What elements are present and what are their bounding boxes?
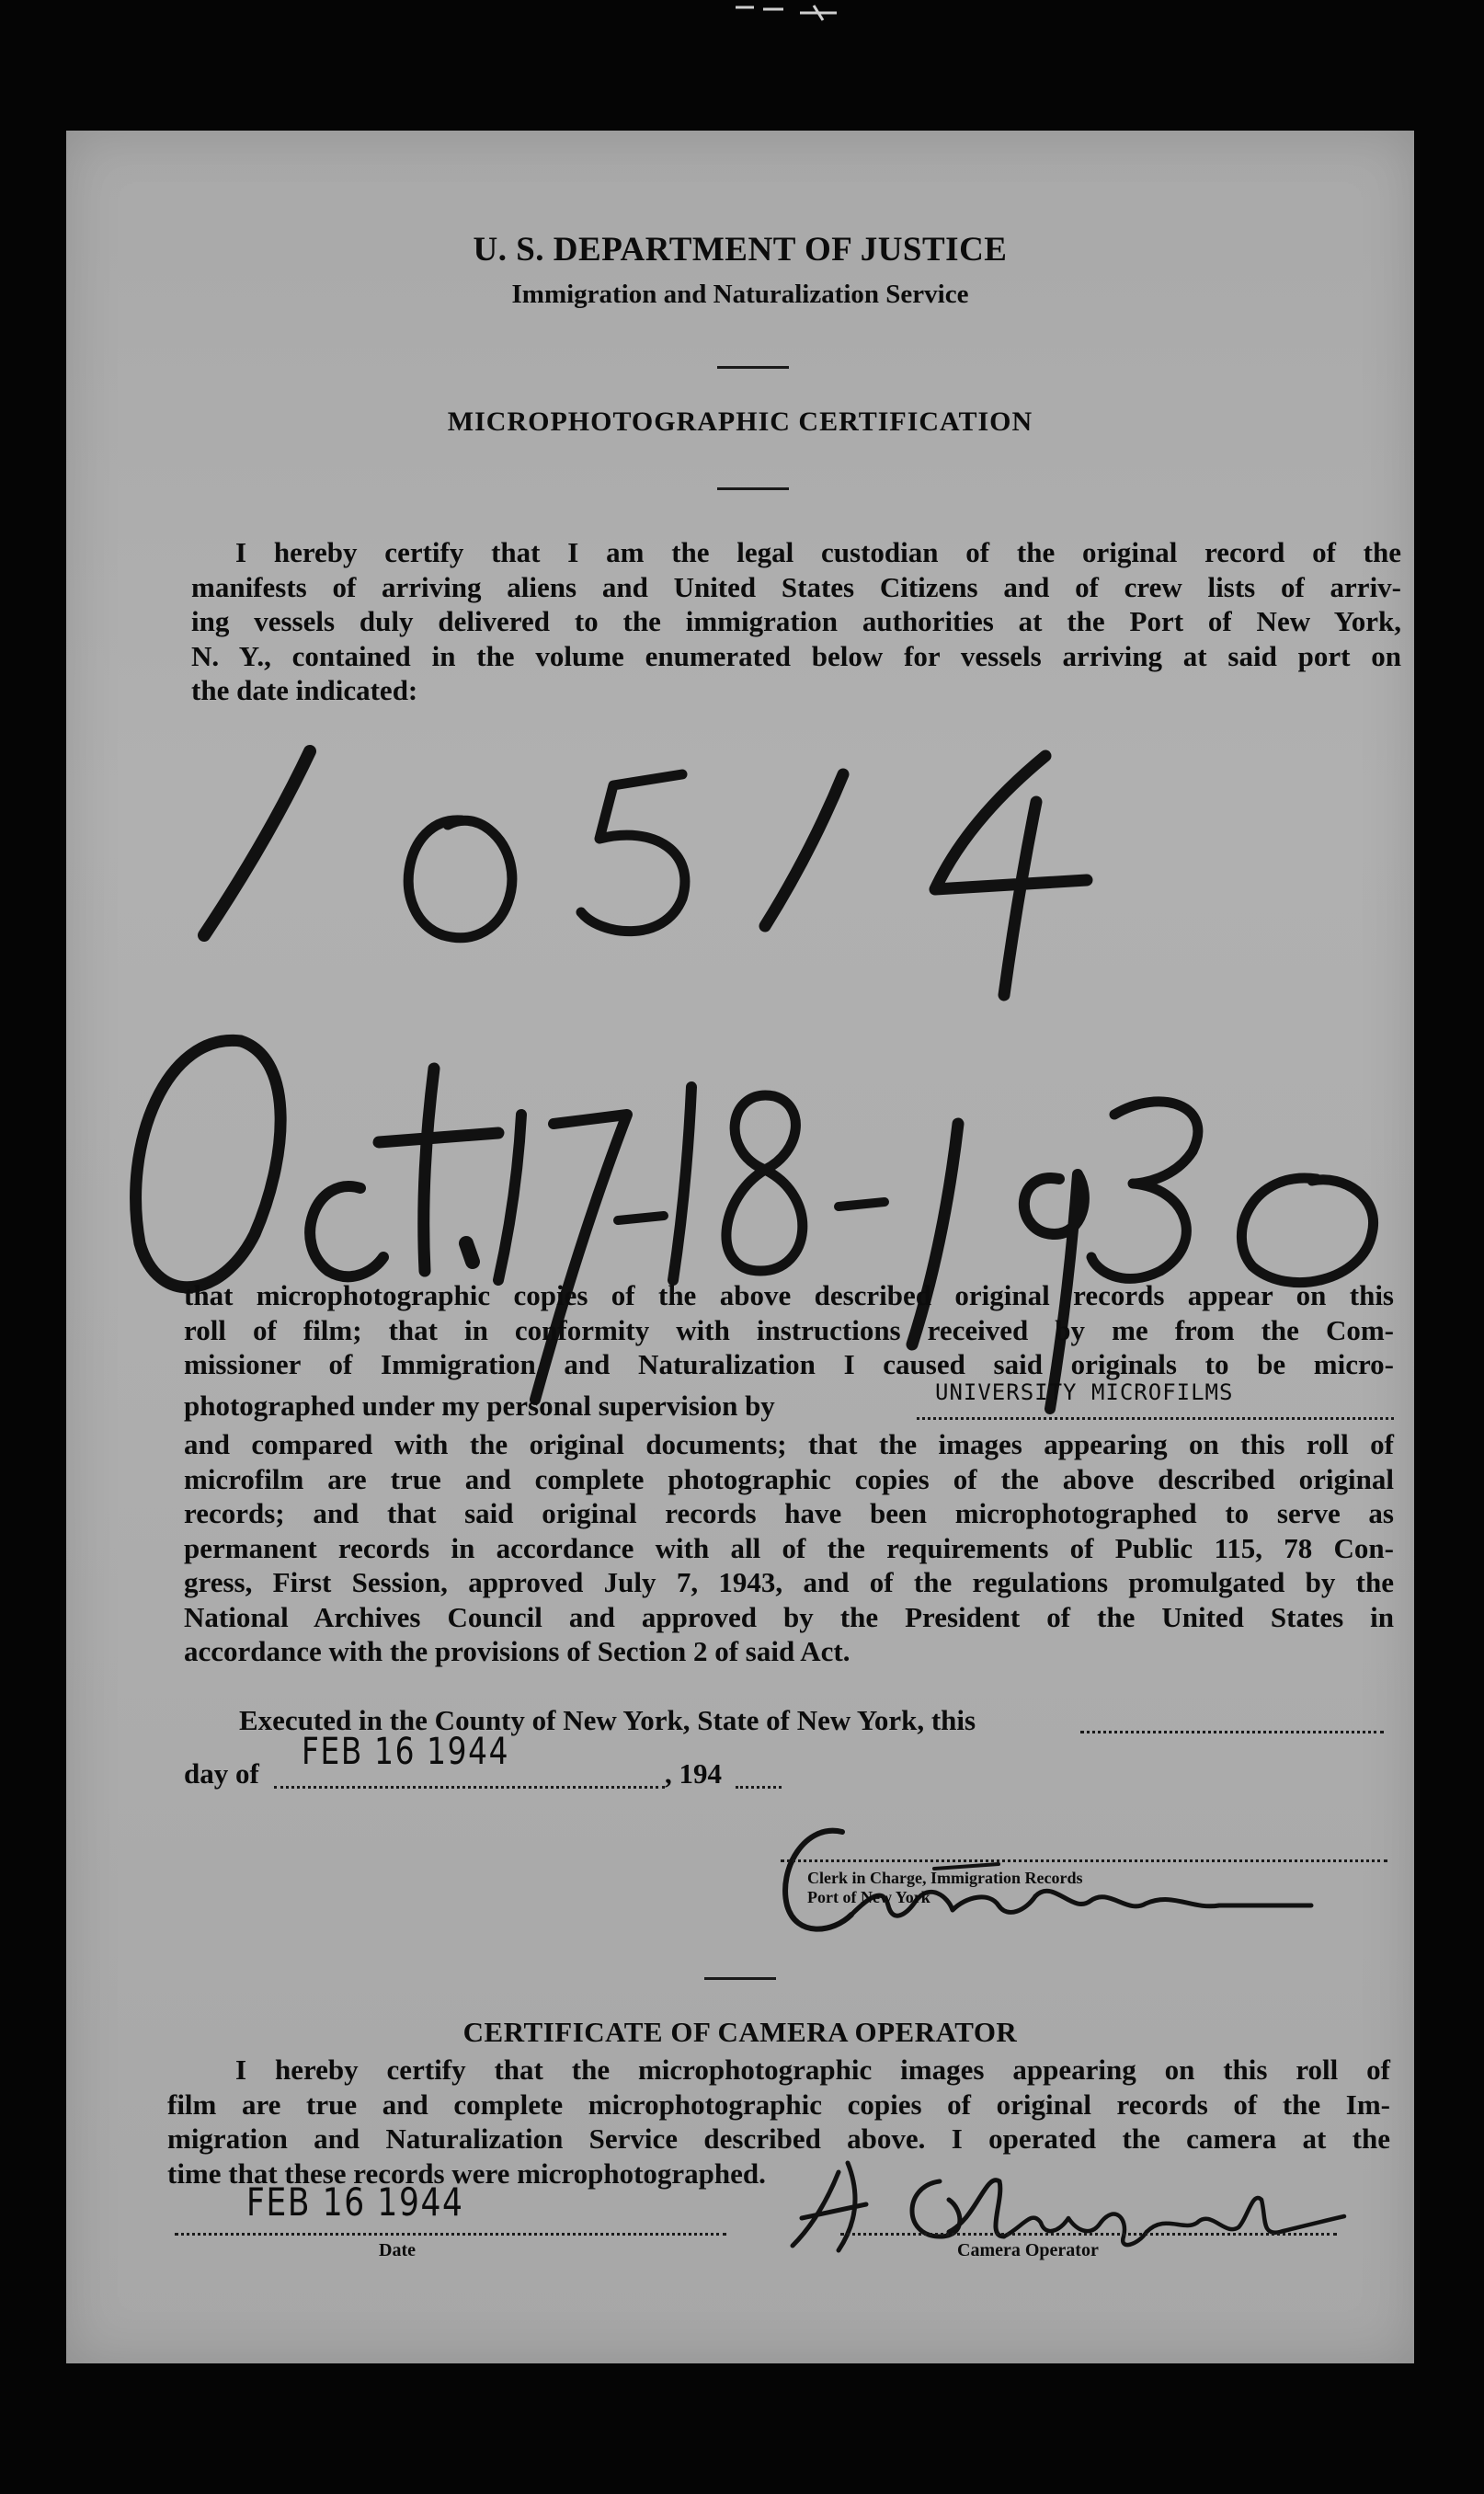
operator-label: Camera Operator xyxy=(957,2240,1099,2260)
divider xyxy=(704,1977,776,1980)
executed-line: Executed in the County of New York, State of New York, this xyxy=(239,1704,976,1736)
paragraph-line: gress, First Session, approved July 7, 1943, and of the regulations promulgated by the xyxy=(184,1566,1394,1598)
paragraph-line: ing vessels duly delivered to the immigration authorities at the Port of New York, xyxy=(191,605,1401,637)
paragraph-line: that microphotographic copies of the above described original records appear on this xyxy=(184,1279,1394,1311)
paragraph-line: film are true and complete microphotographic copies of original records of the Im- xyxy=(167,2088,1390,2121)
body-paragraph xyxy=(184,1278,1394,1382)
stamped-date: FEB 16 1944 xyxy=(302,1731,510,1773)
operator-stamped-date: FEB 16 1944 xyxy=(246,2179,464,2225)
paragraph-line: time that these records were microphotographed. xyxy=(167,2157,766,2190)
date-line xyxy=(175,2233,726,2236)
day-of-label: day of xyxy=(184,1757,259,1790)
dotted-fill-line xyxy=(1080,1731,1384,1733)
paragraph-line: roll of film; that in conformity with instructions received by me from the Com- xyxy=(184,1313,1394,1346)
clerk-title-line: Clerk in Charge, Immigration Records xyxy=(807,1869,1083,1887)
paragraph-line: I hereby certify that the microphotographic images appearing on this roll of xyxy=(235,2054,1390,2086)
paragraph-line: accordance with the provisions of Section 2 of said Act. xyxy=(184,1635,850,1667)
paragraph-line: missioner of Immigration and Naturalization I caused said originals to be micro- xyxy=(184,1348,1394,1380)
clerk-title-line: Port of New York xyxy=(807,1888,930,1906)
body-paragraph-2 xyxy=(184,1427,1394,1669)
intro-paragraph xyxy=(191,535,1401,708)
date-label: Date xyxy=(379,2240,416,2260)
paragraph-line: and compared with the original documents; that the images appearing on this roll of xyxy=(184,1428,1394,1460)
divider xyxy=(717,487,789,490)
camera-operator-title: CERTIFICATE OF CAMERA OPERATOR xyxy=(462,2016,1018,2048)
service-subheading: Immigration and Naturalization Service xyxy=(511,280,969,309)
film-frame-marks xyxy=(699,0,883,37)
supervision-line xyxy=(184,1379,1394,1424)
divider xyxy=(717,366,789,369)
dotted-fill-line xyxy=(917,1417,1394,1420)
year-prefix: , 194 xyxy=(665,1757,722,1790)
operator-signature-line xyxy=(840,2233,1337,2236)
certification-document xyxy=(66,131,1414,2363)
clerk-title xyxy=(807,1869,1082,1907)
signature-line xyxy=(781,1859,1387,1862)
certification-title: MICROPHOTOGRAPHIC CERTIFICATION xyxy=(447,406,1033,437)
paragraph-line: the date indicated: xyxy=(191,674,418,706)
dotted-fill-line xyxy=(274,1786,665,1789)
paragraph-line: manifests of arriving aliens and United States Citizens and of crew lists of arriv- xyxy=(191,570,1401,603)
paragraph-line: I hereby certify that I am the legal custodian of the original record of the xyxy=(235,536,1401,568)
supervision-prefix: photographed under my personal supervision by xyxy=(184,1390,775,1422)
paragraph-line: migration and Naturalization Service described above. I operated the camera at the xyxy=(167,2122,1390,2155)
supervision-value: UNIVERSITY MICROFILMS xyxy=(935,1379,1234,1405)
paragraph-line: permanent records in accordance with all of the requirements of Public 115, 78 Con- xyxy=(184,1531,1394,1564)
paragraph-line: microfilm are true and complete photographic copies of the above described original xyxy=(184,1462,1394,1495)
paragraph-line: N. Y., contained in the volume enumerated below for vessels arriving at said port on xyxy=(191,639,1401,672)
paragraph-line: records; and that said original records have been microphotographed to serve as xyxy=(184,1497,1394,1529)
department-heading: U. S. DEPARTMENT OF JUSTICE xyxy=(473,231,1008,269)
handwritten-volume-number xyxy=(167,701,1363,1004)
paragraph-line: National Archives Council and approved by the President of the United States in xyxy=(184,1600,1394,1633)
